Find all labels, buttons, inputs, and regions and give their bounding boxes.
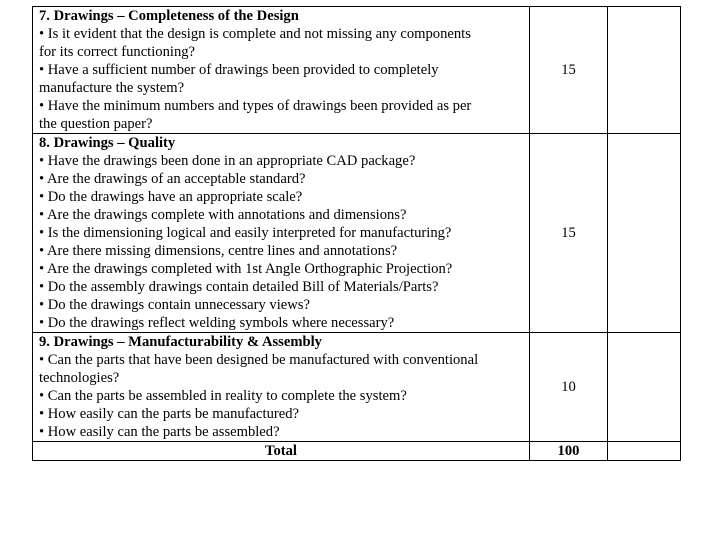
criteria-line: • How easily can the parts be manufactured? [39,406,299,422]
marks-cell-9: 10 [530,333,608,442]
score-cell-7 [608,7,681,134]
marking-rubric-table [32,6,681,461]
section-heading-9: 9. Drawings – Manufacturability & Assembly [39,334,322,350]
criteria-line: • Are the drawings of an acceptable standard? [39,171,306,187]
marks-cell-8: 15 [530,134,608,333]
criteria-line: • Have the minimum numbers and types of drawings been provided as per [39,98,472,114]
criteria-line: • Do the drawings contain unnecessary views? [39,297,310,313]
criteria-line: manufacture the system? [39,80,185,96]
rubric-row-8 [33,134,681,333]
criteria-cell-8 [33,134,530,333]
criteria-line: • Can the parts that have been designed be manufactured with conventional [39,352,479,368]
criteria-line: • Are the drawings complete with annotations and dimensions? [39,207,407,223]
criteria-line: • Have a sufficient number of drawings been provided to completely [39,62,439,78]
criteria-line: • Is it evident that the design is complete and not missing any components [39,26,471,42]
criteria-cell-9 [33,333,530,442]
criteria-line: • Have the drawings been done in an appropriate CAD package? [39,153,416,169]
criteria-line: • Do the assembly drawings contain detailed Bill of Materials/Parts? [39,279,439,295]
criteria-line: • Are the drawings completed with 1st Angle Orthographic Projection? [39,261,453,277]
criteria-line: the question paper? [39,116,153,132]
section-heading-7: 7. Drawings – Completeness of the Design [39,8,299,24]
rubric-row-7 [33,7,681,134]
total-score-cell [608,442,681,461]
criteria-line: • Can the parts be assembled in reality to complete the system? [39,388,407,404]
score-cell-8 [608,134,681,333]
rubric-row-9 [33,333,681,442]
marks-cell-7: 15 [530,7,608,134]
total-row [33,442,681,461]
score-cell-9 [608,333,681,442]
criteria-line: • Are there missing dimensions, centre lines and annotations? [39,243,398,259]
criteria-line: • Do the drawings have an appropriate scale? [39,189,303,205]
criteria-line: • How easily can the parts be assembled? [39,424,280,440]
criteria-line: technologies? [39,370,120,386]
criteria-cell-7 [33,7,530,134]
total-label: Total [33,442,530,461]
criteria-line: • Do the drawings reflect welding symbols where necessary? [39,315,395,331]
criteria-line: • Is the dimensioning logical and easily interpreted for manufacturing? [39,225,452,241]
section-heading-8: 8. Drawings – Quality [39,135,176,151]
total-marks: 100 [530,442,608,461]
criteria-line: for its correct functioning? [39,44,196,60]
